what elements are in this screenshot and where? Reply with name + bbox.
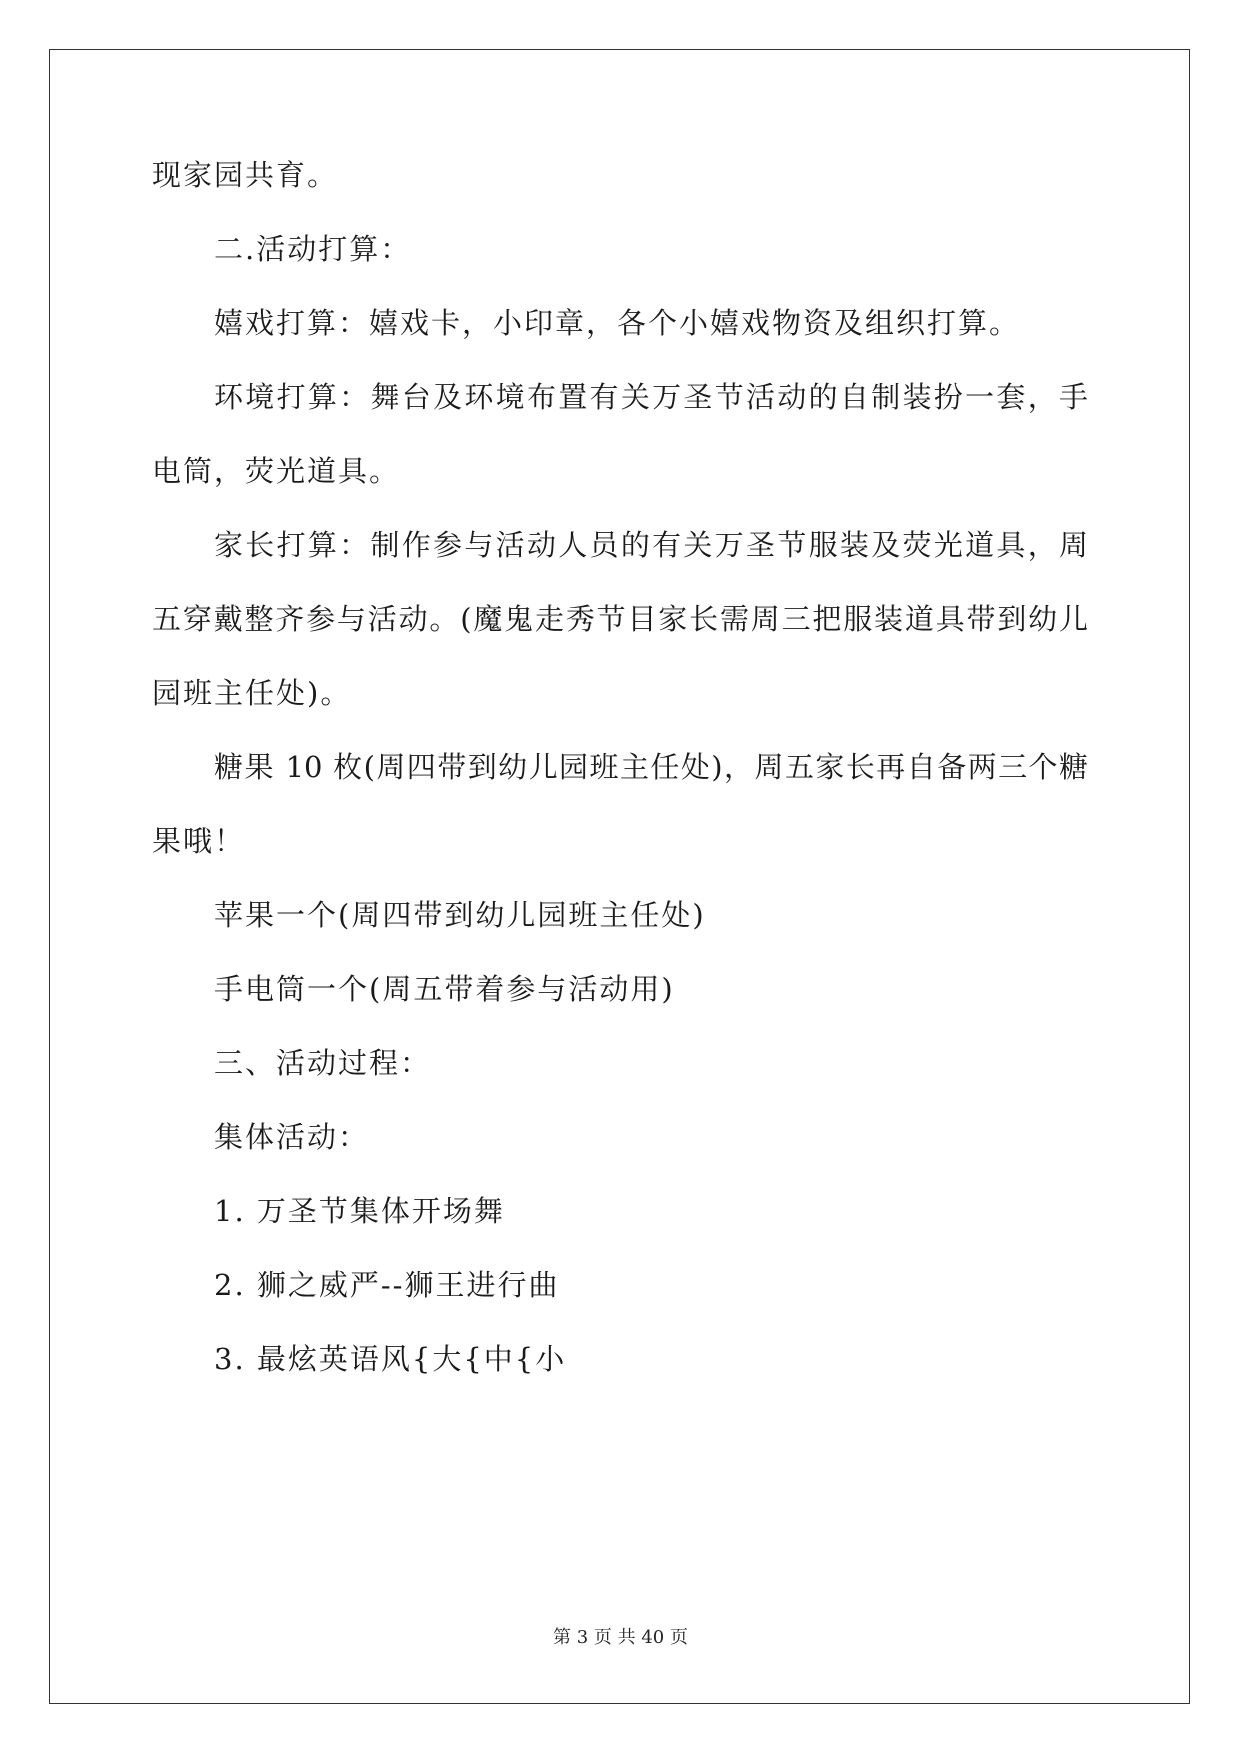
- list-item: 3. 最炫英语风{大{中{小: [214, 1342, 567, 1376]
- text-line: 五穿戴整齐参与活动。(魔鬼走秀节目家长需周三把服装道具带到幼儿: [152, 602, 1088, 636]
- text-line: 现家园共育。: [152, 158, 339, 192]
- text-line: 环境打算：舞台及环境布置有关万圣节活动的自制装扮一套，手: [214, 380, 1088, 414]
- text-line: 手电筒一个(周五带着参与活动用): [214, 972, 675, 1006]
- text-line: 集体活动：: [214, 1120, 370, 1154]
- list-item: 2. 狮之威严--狮王进行曲: [214, 1268, 560, 1302]
- text-line: 苹果一个(周四带到幼儿园班主任处): [214, 898, 706, 932]
- text-line: 果哦！: [152, 824, 246, 858]
- page-border: [49, 49, 1190, 1704]
- text-line: 园班主任处)。: [152, 676, 352, 710]
- text-line: 电筒，荧光道具。: [152, 454, 401, 488]
- text-line: 嬉戏打算：嬉戏卡，小印章，各个小嬉戏物资及组织打算。: [214, 306, 1021, 340]
- section-heading: 三、活动过程：: [214, 1046, 432, 1080]
- section-heading: 二.活动打算：: [214, 232, 412, 266]
- page-number-footer: 第 3 页 共 40 页: [553, 1627, 688, 1648]
- text-line: 糖果 10 枚(周四带到幼儿园班主任处)，周五家长再自备两三个糖: [214, 750, 1088, 784]
- list-item: 1. 万圣节集体开场舞: [214, 1194, 505, 1228]
- text-line: 家长打算：制作参与活动人员的有关万圣节服装及荧光道具，周: [214, 528, 1088, 562]
